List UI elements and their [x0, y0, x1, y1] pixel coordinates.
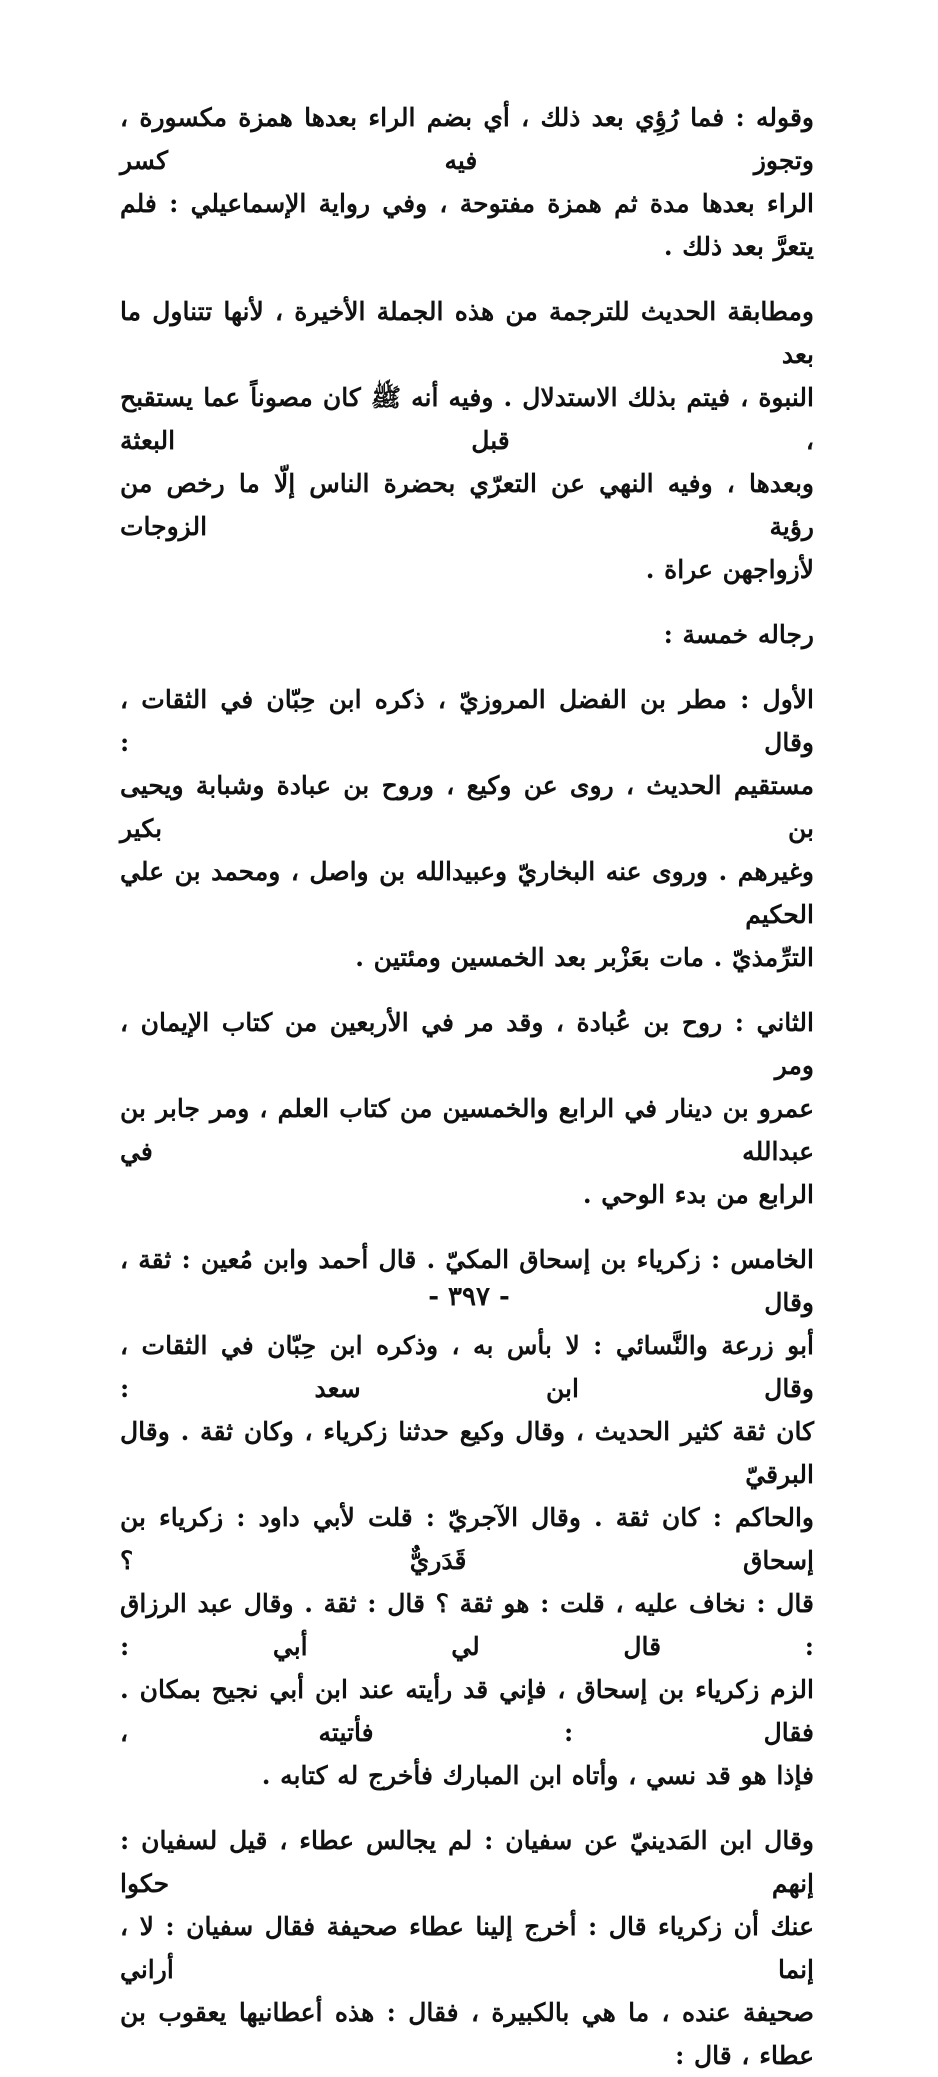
paragraph-gap	[120, 1216, 814, 1238]
text-line: ومطابقة الحديث للترجمة من هذه الجملة الأخيرة ، لأنها تتناول ما بعد	[120, 297, 814, 369]
text-line: قال : نخاف عليه ، قلت : هو ثقة ؟ قال : ثقة . وقال عبد الرزاق : قال لي أبي :	[120, 1589, 814, 1661]
text-line: النبوة ، فيتم بذلك الاستدلال . وفيه أنه ﷺ كان مصوناً عما يستقبح ، قبل البعثة	[120, 383, 814, 455]
text-line: مستقيم الحديث ، روى عن وكيع ، وروح بن عبادة وشبابة ويحيى بن بكير	[120, 771, 814, 843]
text-line: عمرو بن دينار في الرابع والخمسين من كتاب العلم ، ومر جابر بن عبدالله في	[120, 1094, 814, 1166]
text-line: وقال ابن المَدينيّ عن سفيان : لم يجالس عطاء ، قيل لسفيان : إنهم حكوا	[120, 1826, 814, 1898]
text-line: الثاني : روح بن عُبادة ، وقد مر في الأربعين من كتاب الإيمان ، ومر	[120, 1008, 814, 1080]
text-line: عنك أن زكرياء قال : أخرج إلينا عطاء صحيفة فقال سفيان : لا ، إنما أراني	[120, 1912, 814, 1984]
paragraph	[120, 290, 814, 591]
paragraph-gap	[120, 591, 814, 613]
text-line: وبعدها ، وفيه النهي عن التعرّي بحضرة الناس إلّا ما رخص من رؤية الزوجات	[120, 469, 814, 541]
paragraph	[120, 678, 814, 979]
paragraph	[120, 96, 814, 268]
text-line: وقوله : فما رُؤِي بعد ذلك ، أي بضم الراء بعدها همزة مكسورة ، وتجوز فيه كسر	[120, 103, 814, 175]
paragraph	[120, 613, 814, 656]
page-number: - ٣٩٧ -	[428, 1282, 510, 1312]
text-line: الخامس : زكرياء بن إسحاق المكيّ . قال أحمد وابن مُعين : ثقة ، وقال	[120, 1245, 814, 1317]
paragraph-gap	[120, 1797, 814, 1819]
text-line: أبو زرعة والنَّسائي : لا بأس به ، وذكره ابن حِبّان في الثقات ، وقال ابن سعد :	[120, 1331, 814, 1403]
paragraph	[120, 1238, 814, 1797]
text-line: الراء بعدها مدة ثم همزة مفتوحة ، وفي رواية الإسماعيلي : فلم يتعرَّ بعد ذلك .	[120, 189, 814, 261]
text-line: كان ثقة كثير الحديث ، وقال وكيع حدثنا زكرياء ، وكان ثقة . وقال البرقيّ	[120, 1417, 814, 1489]
paragraph-gap	[120, 656, 814, 678]
text-line: والحاكم : كان ثقة . وقال الآجريّ : قلت لأبي داود : زكرياء بن إسحاق قَدَريٌّ ؟	[120, 1503, 814, 1575]
paragraph-gap	[120, 268, 814, 290]
text-line: الزم زكرياء بن إسحاق ، فإني قد رأيته عند ابن أبي نجيح بمكان . فقال : فأتيته ،	[120, 1675, 814, 1747]
text-line: الترِّمذيّ . مات بعَزْبر بعد الخمسين ومئتين .	[355, 943, 814, 972]
text-line: الرابع من بدء الوحي .	[582, 1180, 814, 1209]
text-body	[120, 96, 814, 2077]
paragraph-gap	[120, 979, 814, 1001]
text-line: فإذا هو قد نسي ، وأتاه ابن المبارك فأخرج له كتابه .	[261, 1761, 814, 1790]
text-line: رجاله خمسة :	[663, 620, 814, 649]
paragraph	[120, 1001, 814, 1216]
text-line: الأول : مطر بن الفضل المروزيّ ، ذكره ابن حِبّان في الثقات ، وقال :	[120, 685, 814, 757]
text-line: لأزواجهن عراة .	[645, 555, 814, 584]
text-line: وغيرهم . وروى عنه البخاريّ وعبيدالله بن واصل ، ومحمد بن علي الحكيم	[120, 857, 814, 929]
text-line: صحيفة عنده ، ما هي بالكبيرة ، فقال : هذه أعطانيها يعقوب بن عطاء ، قال :	[120, 1998, 814, 2070]
paragraph	[120, 1819, 814, 2077]
